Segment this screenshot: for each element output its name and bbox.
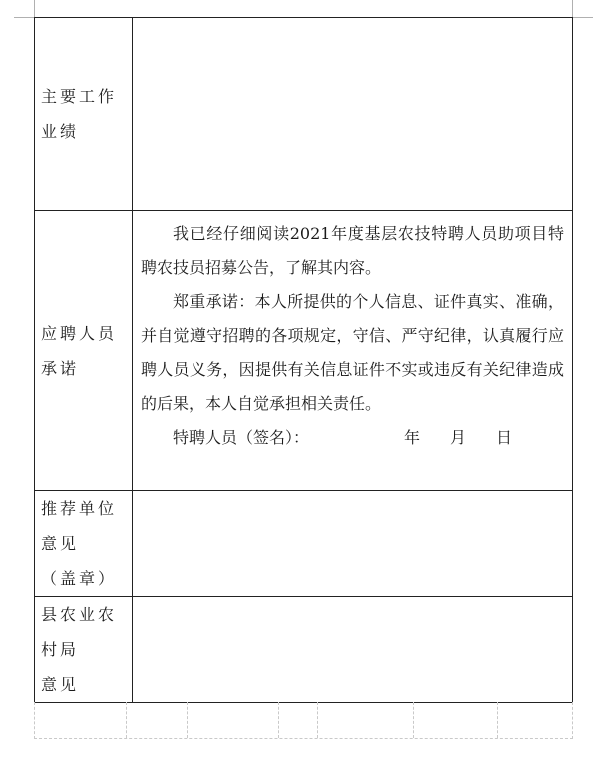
row-recommending-unit <box>35 491 573 597</box>
label-work-achievements <box>35 18 133 211</box>
field-work-achievements[interactable] <box>133 18 573 211</box>
field-county-bureau-opinion[interactable] <box>133 597 573 703</box>
label-line: 意见 <box>41 675 80 694</box>
label-line: 业绩 <box>41 122 80 141</box>
row-work-achievements <box>35 18 573 211</box>
signature-year: 年 <box>404 428 421 447</box>
crop-mark-left <box>14 17 34 18</box>
label-line: 意见 <box>41 534 80 553</box>
label-applicant-commitment <box>35 211 133 491</box>
crop-mark-right <box>573 17 593 18</box>
field-recommending-unit-opinion[interactable] <box>133 491 573 597</box>
empty-grid-row <box>34 702 573 739</box>
signature-month: 月 <box>450 428 467 447</box>
commitment-paragraph-2: 郑重承诺：本人所提供的个人信息、证件真实、准确，并自觉遵守招聘的各项规定，守信、严守纪律，认真履行应聘人员义务，因提供有关信息证件不实或违反有关纪律造成的后果，本人自觉承担相关责任。 <box>141 292 564 413</box>
crop-mark-top-left <box>34 0 35 17</box>
label-line: 县农业农 <box>41 605 118 624</box>
signature-day: 日 <box>496 428 513 447</box>
row-county-bureau <box>35 597 573 703</box>
label-line: 推荐单位 <box>41 499 118 518</box>
label-county-bureau <box>35 597 133 703</box>
commitment-text <box>133 211 573 491</box>
signature-label: 特聘人员（签名）： <box>173 428 310 447</box>
signature-line <box>133 421 572 455</box>
label-line: 应聘人员 <box>41 323 118 343</box>
label-line: （盖章） <box>41 569 118 588</box>
row-applicant-commitment <box>35 211 573 491</box>
application-form-table <box>34 17 573 703</box>
label-recommending-unit <box>35 491 133 597</box>
crop-mark-top-right <box>572 0 573 17</box>
label-line: 承诺 <box>41 358 80 378</box>
label-line: 主要工作 <box>41 87 118 106</box>
label-line: 村局 <box>41 640 80 659</box>
commitment-paragraph-1: 我已经仔细阅读2021年度基层农技特聘人员助项目特聘农技员招募公告，了解其内容。 <box>141 224 564 277</box>
